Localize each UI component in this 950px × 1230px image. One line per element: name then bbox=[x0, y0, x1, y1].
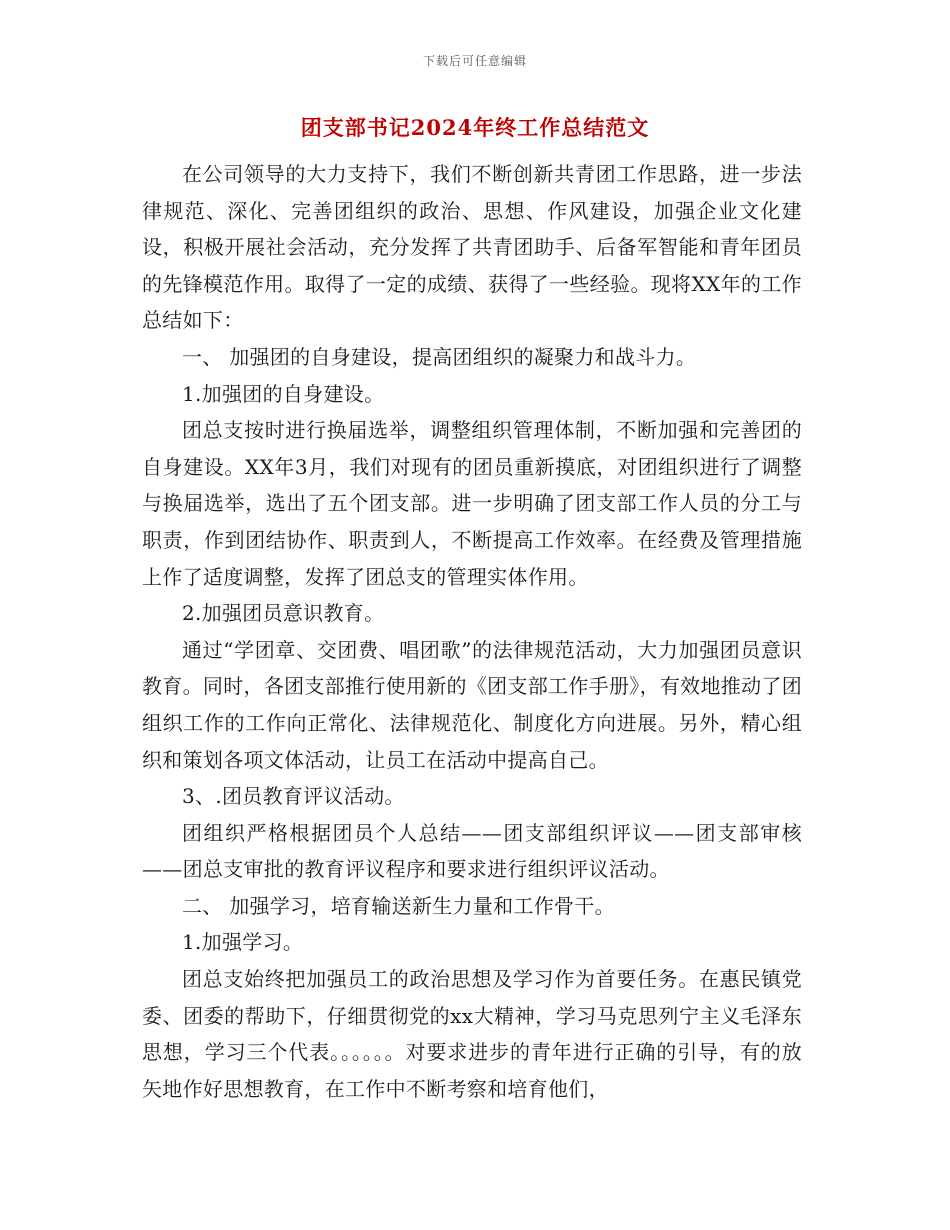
section-heading: 二、 加强学习，培育输送新生力量和工作骨干。 bbox=[182, 893, 615, 918]
document-title: 团支部书记2024年终工作总结范文 bbox=[300, 115, 650, 140]
subsection-heading: 1.加强学习。 bbox=[182, 930, 304, 955]
section-heading: 一、 加强团的自身建设，提高团组织的凝聚力和战斗力。 bbox=[182, 344, 697, 369]
paragraph: 团总支始终把加强员工的政治思想及学习作为首要任务。在惠民镇党委、团委的帮助下，仔细贯彻党的xx大精神，学习马克思列宁主义毛泽东思想，学习三个代表。。。。。。对要求进步的青年进行正确的引导，有的放矢地作好思想教育，在工作中不断考察和培育他们， bbox=[142, 967, 802, 1101]
subsection-heading: 3、.团员教育评议活动。 bbox=[182, 784, 405, 809]
paragraph: 在公司领导的大力支持下，我们不断创新共青团工作思路，进一步法律规范、深化、完善团组织的政治、思想、作风建设，加强企业文化建设，积极开展社会活动，充分发挥了共青团助手、后备军智能和青年团员的先锋模范作用。取得了一定的成绩、获得了一些经验。现将XX年的工作总结如下： bbox=[142, 162, 802, 333]
subsection-heading: 2.加强团员意识教育。 bbox=[182, 601, 385, 626]
paragraph: 团总支按时进行换届选举，调整组织管理体制，不断加强和完善团的自身建设。XX年3月，我们对现有的团员重新摸底，对团组织进行了调整与换届选举，选出了五个团支部。进一步明确了团支部工作人员的分工与职责，作到团结协作、职责到人，不断提高工作效率。在经费及管理措施上作了适度调整，发挥了团总支的管理实体作用。 bbox=[142, 418, 802, 589]
subsection-heading: 1.加强团的自身建设。 bbox=[182, 381, 385, 406]
paragraph: 通过“学团章、交团费、唱团歌”的法律规范活动，大力加强团员意识教育。同时，各团支部推行使用新的《团支部工作手册》，有效地推动了团组织工作的工作向正常化、法律规范化、制度化方向进展。另外，精心组织和策划各项文体活动，让员工在活动中提高自己。 bbox=[142, 637, 802, 772]
header-note: 下载后可任意编辑 bbox=[422, 54, 527, 68]
document-body bbox=[142, 156, 802, 1107]
paragraph: 团组织严格根据团员个人总结——团支部组织评议——团支部审核——团总支审批的教育评议程序和要求进行组织评议活动。 bbox=[142, 820, 802, 882]
